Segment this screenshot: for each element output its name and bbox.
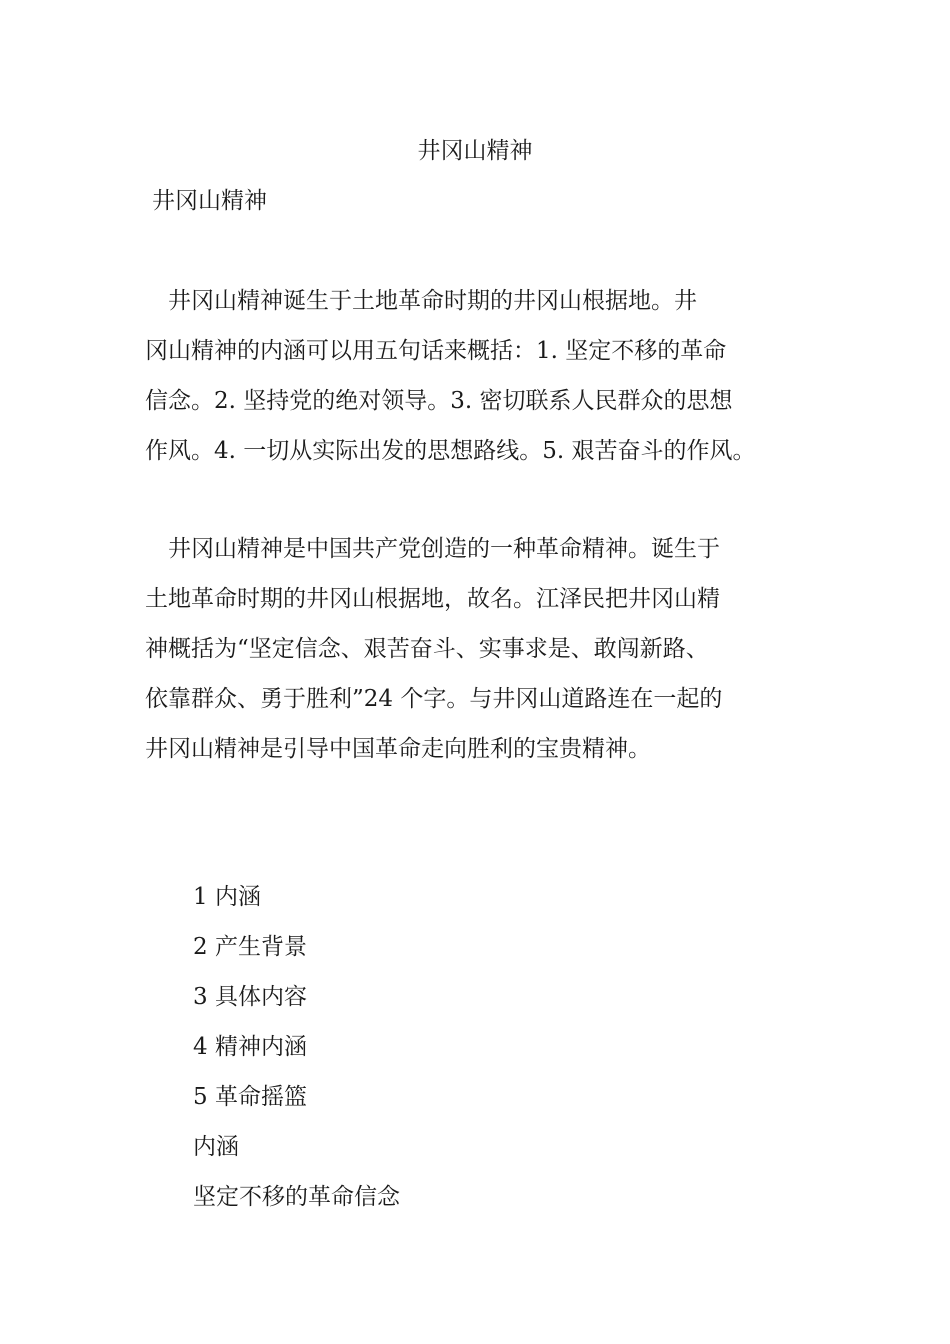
paragraph-line: 土地革命时期的井冈山根据地，故名。江泽民把井冈山精: [145, 586, 720, 612]
document-subtitle: 井冈山精神: [152, 188, 267, 214]
paragraph-intro: [145, 276, 845, 476]
toc-item: 1 内涵: [193, 884, 261, 910]
paragraph-line: 依靠群众、勇于胜利”24 个字。与井冈山道路连在一起的: [145, 686, 723, 712]
paragraph-line: 冈山精神的内涵可以用五句话来概括：1. 坚定不移的革命: [145, 338, 727, 364]
paragraph-line: 井冈山精神是引导中国革命走向胜利的宝贵精神。: [145, 736, 651, 762]
paragraph-line: 作风。4. 一切从实际出发的思想路线。5. 艰苦奋斗的作风。: [145, 438, 756, 464]
section-heading: 内涵: [193, 1134, 239, 1160]
toc-item: 2 产生背景: [193, 934, 307, 960]
paragraph-line: 神概括为“坚定信念、艰苦奋斗、实事求是、敢闯新路、: [145, 636, 709, 662]
toc-item: 3 具体内容: [193, 984, 307, 1010]
paragraph-line: 井冈山精神诞生于土地革命时期的井冈山根据地。井: [145, 288, 697, 314]
paragraph-line: 信念。2. 坚持党的绝对领导。3. 密切联系人民群众的思想: [145, 388, 733, 414]
toc-item: 4 精神内涵: [193, 1034, 307, 1060]
paragraph-definition: [145, 524, 845, 774]
toc-item: 5 革命摇篮: [193, 1084, 307, 1110]
document-title: 井冈山精神: [417, 138, 533, 164]
table-of-contents: [193, 872, 400, 1222]
section-subheading: 坚定不移的革命信念: [193, 1184, 400, 1210]
paragraph-line: 井冈山精神是中国共产党创造的一种革命精神。诞生于: [145, 536, 720, 562]
